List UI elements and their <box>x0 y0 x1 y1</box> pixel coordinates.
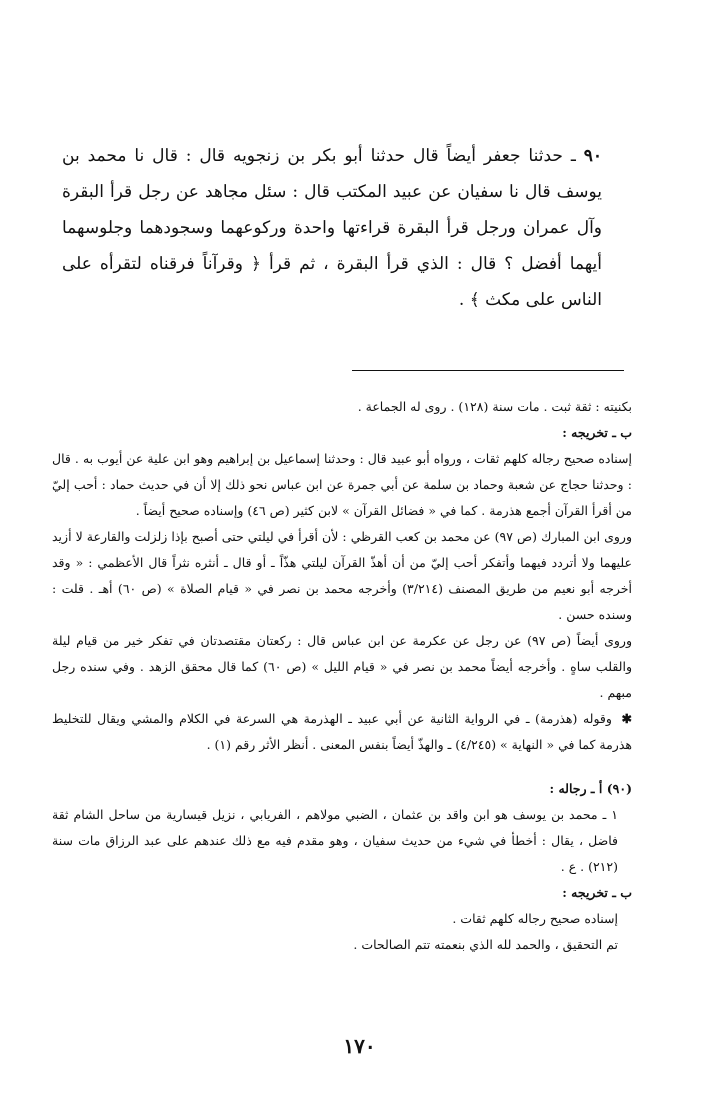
footnote-divider <box>352 370 624 371</box>
note-line-kunya: بكنيته : ثقة ثبت . مات سنة (١٢٨) . روى له الجماعة . <box>357 399 632 414</box>
asterisk-icon: ✱ <box>621 711 632 726</box>
rijal-heading: (٩٠) أ ـ رجاله : <box>549 781 632 796</box>
main-paragraph-text: ـ حدثنا جعفر أيضاً قال حدثنا أبو بكر بن زنجويه قال : قال نا محمد بن يوسف قال نا سفيان عن عبيد المكتب قال : سئل مجاهد عن رجل قرأ البقرة وآل عمران ورجل قرأ البقرة قراءتها واحدة وركوعهما وسجودهما وجلوسهما أيهما أفضل ؟ قال : الذي قرأ البقرة ، ثم قرأ ﴿ وقرآناً فرقناه لتقرأه على الناس على مكث ﴾ . <box>62 146 602 310</box>
takhrij-paragraph-3: وروى أيضاً (ص ٩٧) عن رجل عن عكرمة عن ابن عباس قال : ركعتان مقتصدتان في تفكر خير من قيام ليلة والقلب ساهٍ . وأخرجه أيضاً محمد بن نصر في « قيام الليل » (ص ٦٠) كما قال محقق الزهد . وفي سنده رجل مبهم . <box>52 633 632 700</box>
rijal-paragraph-1: ١ ـ محمد بن يوسف هو ابن واقد بن عثمان ، الضبي مولاهم ، الفريابي ، نزيل قيسارية من ساحل الشام ثقة فاضل ، يقال : أخطأ في شيء من حديث سفيان ، وهو مقدم فيه مع ذلك عندهم على عبد الرزاق مات سنة (٢١٢) . ع . <box>52 807 618 874</box>
star-note <box>52 706 632 758</box>
item-number: ٩٠ <box>583 146 602 166</box>
takhrij-paragraph-2: وروى ابن المبارك (ص ٩٧) عن محمد بن كعب القرظي : لأن أقرأ في ليلتي حتى أصبح بإذا زلزلت والقارعة لا أزيد عليهما ولا أتردد فيهما وأتفكر أحب إليّ من أن أهذّ القرآن ليلتي هذّاً ـ أو قال ـ أنثره نثراً قال الأعظمي : « وقد أخرجه أبو نعيم من طريق المصنف (٣/٢١٤) وأخرجه محمد بن نصر في « قيام الصلاة » (ص ٦٠) أهـ . قلت : وسنده حسن . <box>52 529 632 622</box>
star-note-text: وقوله (هذرمة) ـ في الرواية الثانية عن أبي عبيد ـ الهذرمة هي السرعة في الكلام والمشي ويقال للتخليط هذرمة كما في « النهاية » (٤/٢٤٥) ـ والهذّ أيضاً بنفس المعنى . أنظر الأثر رقم (١) . <box>52 711 632 752</box>
takhrij-paragraph-4: إسناده صحيح رجاله كلهم ثقات . <box>452 911 618 926</box>
main-paragraph <box>62 138 602 318</box>
takhrij-paragraph-1: إسناده صحيح رجاله كلهم ثقات ، ورواه أبو عبيد قال : وحدثنا إسماعيل بن إبراهيم وهو ابن علية عن أيوب به . قال : وحدثنا حجاج عن شعبة وحماد بن سلمة عن أبي جمرة عن ابن عباس نحو ذلك إلا أن في حديث حماد : أحب إليّ من أقرأ القرآن أجمع هذرمة . كما في « فضائل القرآن » لابن كثير (ص ٤٦) وإسناده صحيح أيضاً . <box>52 451 632 518</box>
closing-line: تم التحقيق ، والحمد لله الذي بنعمته تتم الصالحات . <box>353 937 618 952</box>
page-number: ١٧٠ <box>343 1034 376 1058</box>
main-text-block <box>62 138 602 318</box>
takhrij-heading-2: ب ـ تخريجه : <box>562 885 632 900</box>
footnotes-block <box>52 394 632 958</box>
takhrij-heading-1: ب ـ تخريجه : <box>562 425 632 440</box>
